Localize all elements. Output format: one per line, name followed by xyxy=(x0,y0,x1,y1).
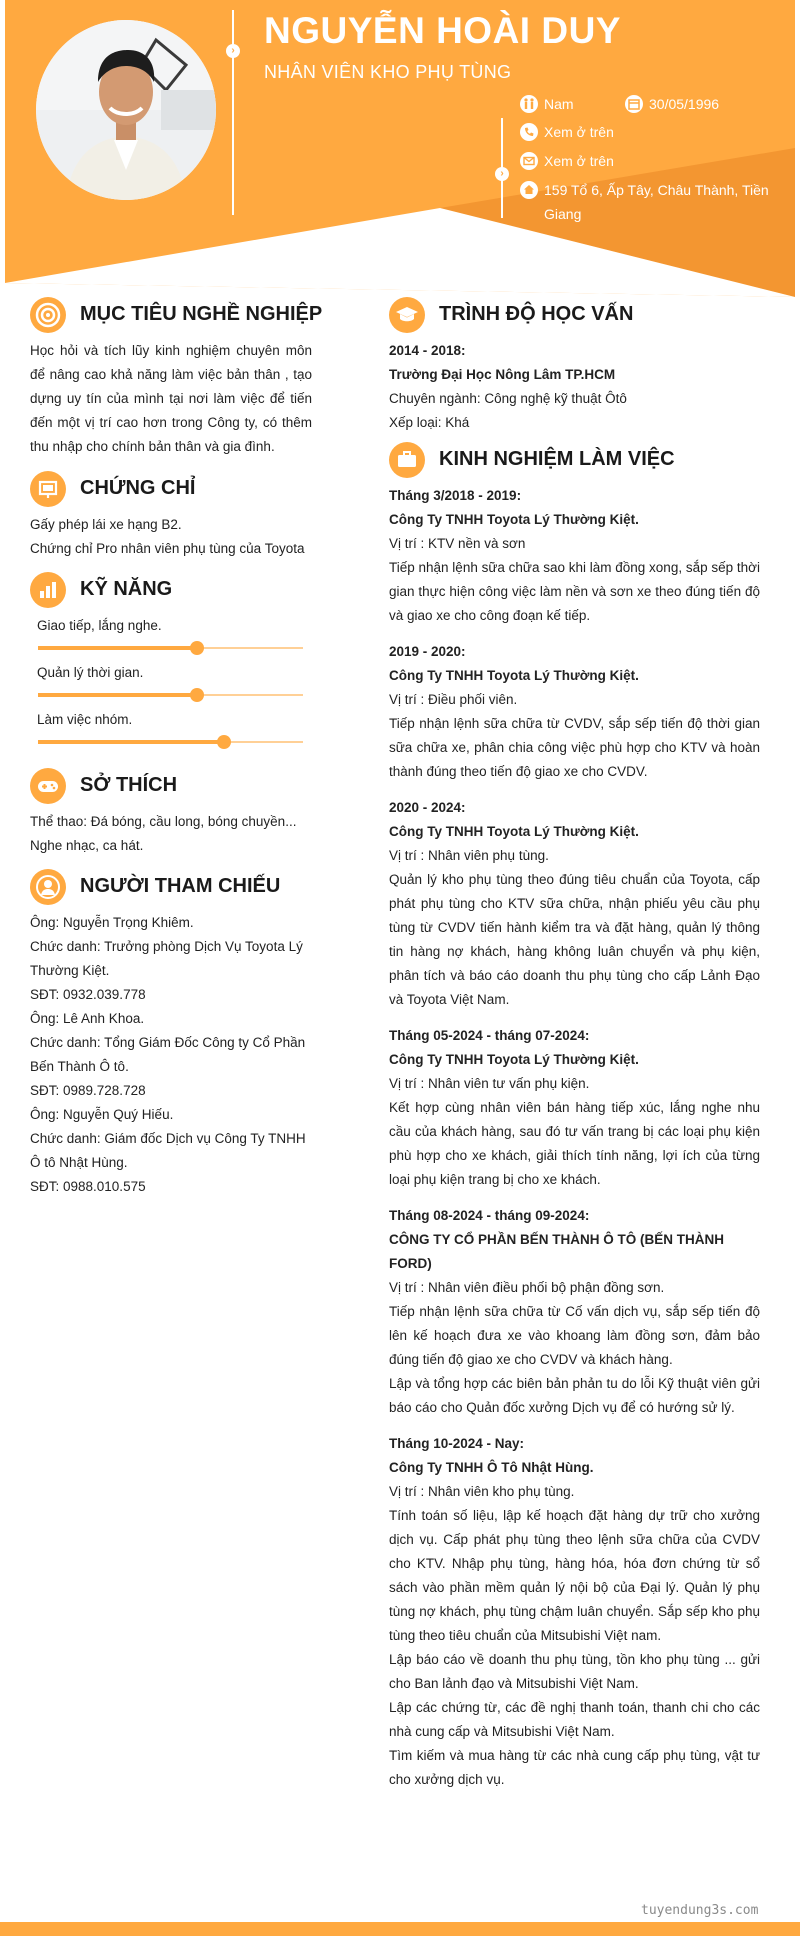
job-entry xyxy=(389,484,760,628)
skill-label: Làm việc nhóm. xyxy=(37,712,133,727)
gamepad-icon xyxy=(30,768,66,804)
job-period: Tháng 05-2024 - tháng 07-2024: xyxy=(389,1028,590,1043)
skill-item xyxy=(30,708,312,755)
section-title: KỸ NĂNG xyxy=(80,578,173,600)
reference-line: SĐT: 0932.039.778 xyxy=(30,987,146,1002)
job-entry xyxy=(389,1024,760,1192)
job-detail: Lập và tổng hợp các biên bản phản tu do lỗi Kỹ thuật viên gửi báo cáo cho Quản đốc xưởng Dịch vụ để có hướng sử lý. xyxy=(389,1376,760,1415)
chart-icon xyxy=(30,572,66,608)
job-position: Vị trí : Điều phối viên. xyxy=(389,692,518,707)
section-title: TRÌNH ĐỘ HỌC VẤN xyxy=(439,303,634,325)
job-detail: Quản lý kho phụ tùng theo đúng tiêu chuẩn của Toyota, cấp phát phụ tùng cho KTV sữa chữa, nhận phiếu yêu cầu phụ tùng từ CVDV tiến hành kiểm tra và đặt hàng, quản lý thông tin hàng nợ khách, hàng không luân chuyển và phụ kiện, phân tích và báo cáo doanh thu phụ tùng cho cấp Lảnh Đạo và Toyota Việt Nam. xyxy=(389,872,760,1007)
job-company: CÔNG TY CỔ PHẦN BẾN THÀNH Ô TÔ (BẾN THÀNH FORD) xyxy=(389,1232,725,1271)
job-detail: Kết hợp cùng nhân viên bán hàng tiếp xúc, lắng nghe nhu cầu của khách hàng, sau đó tư vấn trang bị các loại phụ kiện phù hợp cho xe khách, giải thích tính năng, lợi ích của từng loại phụ kiện trang bị cho xe khách. xyxy=(389,1100,760,1187)
briefcase-icon xyxy=(389,442,425,478)
reference-line: Chức danh: Tổng Giám Đốc Công ty Cổ Phần Bến Thành Ô tô. xyxy=(30,1035,306,1074)
job-period: 2019 - 2020: xyxy=(389,644,466,659)
experience-section xyxy=(389,442,760,1804)
job-company: Công Ty TNHH Toyota Lý Thường Kiệt. xyxy=(389,824,639,839)
gender-icon xyxy=(520,95,538,113)
phone-icon xyxy=(520,123,538,141)
job-detail: Tìm kiếm và mua hàng từ các nhà cung cấp phụ tùng, vật tư cho xưởng dịch vụ. xyxy=(389,1748,760,1787)
job-company: Công Ty TNHH Toyota Lý Thường Kiệt. xyxy=(389,668,639,683)
certificate-icon xyxy=(30,471,66,507)
skill-fill xyxy=(38,693,197,697)
skill-label: Giao tiếp, lắng nghe. xyxy=(37,618,162,633)
objective-text: Học hỏi và tích lũy kinh nghiệm chuyên môn để nâng cao khả năng làm việc bản thân , tạo dựng uy tín của mình tại nơi làm việc để tiến đến một vị trí cao hơn trong Công ty, có thêm thu nhập cho chính bản thân và gia đình. xyxy=(30,343,312,454)
reference-line: Ông: Nguyễn Trọng Khiêm. xyxy=(30,915,194,930)
reference-line: Chức danh: Trưởng phòng Dịch Vụ Toyota Lý Thường Kiệt. xyxy=(30,939,303,978)
graduation-cap-icon xyxy=(389,297,425,333)
section-title: MỤC TIÊU NGHỀ NGHIỆP xyxy=(80,303,323,325)
skills-section xyxy=(30,572,312,755)
reference-line: SĐT: 0989.728.728 xyxy=(30,1083,146,1098)
job-detail: Tính toán số liệu, lập kế hoạch đặt hàng dự trữ cho xưởng dịch vụ. Cấp phát phụ tùng theo lệnh sữa chữa của CVDV cho KTV. Nhập phụ tùng, hàng hóa, hóa đơn chứng từ sổ sách vào phần mềm quản lý nội bộ của Đại lý. Quản lý phụ tùng nợ khách, phụ tùng chậm luân chuyển. Sắp sếp kho phụ tùng theo tiêu chuẩn của Mitsubishi Việt nam. xyxy=(389,1508,760,1643)
skill-knob xyxy=(190,641,204,655)
section-title: NGƯỜI THAM CHIẾU xyxy=(80,875,281,897)
certificate-item: Chứng chỉ Pro nhân viên phụ tùng của Toyota xyxy=(30,541,305,556)
person-icon xyxy=(30,869,66,905)
gender-value: Nam xyxy=(544,96,574,112)
hobbies-section xyxy=(30,768,312,858)
job-position: Vị trí : KTV nền và sơn xyxy=(389,536,526,551)
header-divider-line xyxy=(232,10,234,215)
education-rank: Xếp loại: Khá xyxy=(389,415,470,430)
address-value: 159 Tổ 6, Ấp Tây, Châu Thành, Tiền Giang xyxy=(544,182,769,222)
job-entry xyxy=(389,1204,760,1420)
reference-line: Chức danh: Giám đốc Dịch vụ Công Ty TNHH Ô tô Nhật Hùng. xyxy=(30,1131,306,1170)
chevron-right-icon: › xyxy=(226,44,240,58)
job-detail: Lập các chứng từ, các đề nghị thanh toán, thanh chi cho các nhà cung cấp và Mitsubishi Việt Nam. xyxy=(389,1700,760,1739)
footer-bar xyxy=(0,1922,800,1936)
job-entry xyxy=(389,1432,760,1792)
avatar xyxy=(36,20,216,200)
watermark: tuyendung3s.com xyxy=(641,1903,759,1918)
job-position: Vị trí : Nhân viên kho phụ tùng. xyxy=(389,1484,575,1499)
home-icon xyxy=(520,181,538,199)
skill-fill xyxy=(38,646,197,650)
education-school: Trường Đại Học Nông Lâm TP.HCM xyxy=(389,367,616,382)
email-icon xyxy=(520,152,538,170)
job-detail: Tiếp nhận lệnh sữa chữa sao khi làm đồng xong, sắp sếp thời gian thực hiện công việc làm nền và sơn xe theo đúng tiến độ và giao xe cho công đoạn kế tiếp. xyxy=(389,560,760,623)
birthday-value: 30/05/1996 xyxy=(649,96,720,112)
job-period: Tháng 08-2024 - tháng 09-2024: xyxy=(389,1208,590,1223)
reference-line: SĐT: 0988.010.575 xyxy=(30,1179,146,1194)
target-icon xyxy=(30,297,66,333)
skill-item xyxy=(30,614,312,661)
candidate-name: NGUYỄN HOÀI DUY xyxy=(264,10,621,51)
job-entry xyxy=(389,796,760,1012)
job-position: Vị trí : Nhân viên tư vấn phụ kiện. xyxy=(389,1076,590,1091)
job-company: Công Ty TNHH Ô Tô Nhật Hùng. xyxy=(389,1460,594,1475)
education-period: 2014 - 2018: xyxy=(389,343,466,358)
section-title: KINH NGHIỆM LÀM VIỆC xyxy=(439,448,675,470)
section-title: CHỨNG CHỈ xyxy=(80,477,196,499)
hobby-item: Nghe nhạc, ca hát. xyxy=(30,838,144,853)
profile-photo xyxy=(36,20,216,200)
skill-knob xyxy=(217,735,231,749)
email-value: Xem ở trên xyxy=(544,153,614,169)
job-detail: Tiếp nhận lệnh sữa chữa từ CVDV, sắp sếp tiến độ thời gian sữa chữa xe, phân chia công việc phù hợp cho KTV và hoàn thành đúng theo tiến độ giao xe cho CVDV. xyxy=(389,716,760,779)
job-detail: Lập báo cáo về doanh thu phụ tùng, tồn kho phụ tùng ... gửi cho Ban lảnh đạo và Mitsubishi Việt Nam. xyxy=(389,1652,760,1691)
phone-value: Xem ở trên xyxy=(544,124,614,140)
hobby-item: Thể thao: Đá bóng, cầu long, bóng chuyền... xyxy=(30,814,297,829)
job-period: Tháng 10-2024 - Nay: xyxy=(389,1436,525,1451)
reference-line: Ông: Lê Anh Khoa. xyxy=(30,1011,145,1026)
candidate-title: NHÂN VIÊN KHO PHỤ TÙNG xyxy=(264,62,512,82)
job-period: Tháng 3/2018 - 2019: xyxy=(389,488,522,503)
job-period: 2020 - 2024: xyxy=(389,800,466,815)
objective-section xyxy=(30,297,323,459)
reference-line: Ông: Nguyễn Quý Hiếu. xyxy=(30,1107,174,1122)
certificates-section xyxy=(30,471,312,561)
job-position: Vị trí : Nhân viên điều phối bộ phận đồng sơn. xyxy=(389,1280,665,1295)
job-company: Công Ty TNHH Toyota Lý Thường Kiệt. xyxy=(389,1052,639,1067)
job-company: Công Ty TNHH Toyota Lý Thường Kiệt. xyxy=(389,512,639,527)
education-major: Chuyên ngành: Công nghệ kỹ thuật Ôtô xyxy=(389,391,627,406)
education-section xyxy=(389,297,760,435)
job-detail: Tiếp nhận lệnh sữa chữa từ Cố vấn dịch vụ, sắp sếp tiến độ lên kế hoạch đưa xe vào khoang làm đồng sơn, đảm bảo đúng tiến độ giao xe cho CVDV và khách hàng. xyxy=(389,1304,760,1367)
chevron-right-icon: › xyxy=(495,167,509,181)
job-position: Vị trí : Nhân viên phụ tùng. xyxy=(389,848,549,863)
skill-label: Quản lý thời gian. xyxy=(37,665,144,680)
section-title: SỞ THÍCH xyxy=(80,774,178,796)
references-section xyxy=(30,869,312,1199)
certificate-item: Gấy phép lái xe hạng B2. xyxy=(30,517,182,532)
skill-fill xyxy=(38,740,224,744)
calendar-icon xyxy=(625,95,643,113)
job-entry xyxy=(389,640,760,784)
skill-knob xyxy=(190,688,204,702)
skill-item xyxy=(30,661,312,708)
